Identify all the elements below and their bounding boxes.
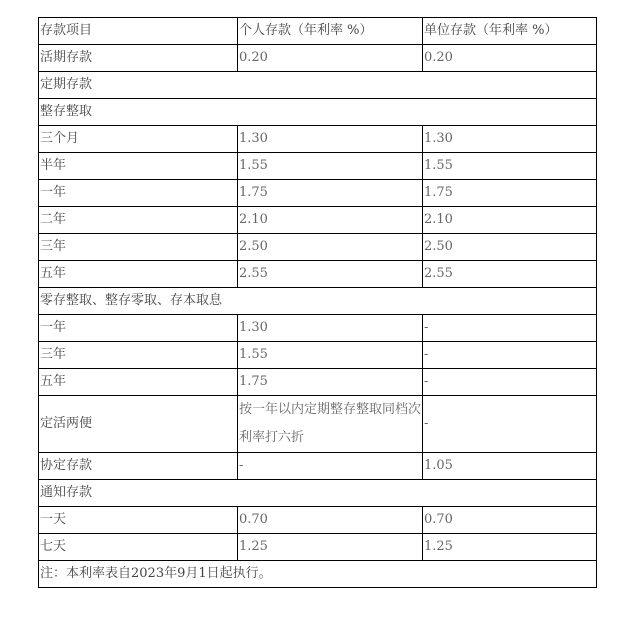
corporate-rate: 1.55: [423, 153, 597, 180]
table-row-demand: [39, 45, 597, 72]
personal-rate: 1.25: [238, 534, 423, 561]
corporate-rate: 2.10: [423, 207, 597, 234]
footnote: 注：本利率表自2023年9月1日起执行。: [39, 561, 597, 588]
corporate-rate: 2.50: [423, 234, 597, 261]
term-label: 一年: [39, 315, 238, 342]
section-title: 定期存款: [39, 72, 597, 99]
term-label: 三年: [39, 342, 238, 369]
corporate-rate: 2.55: [423, 261, 597, 288]
section-row-notice: [39, 480, 597, 507]
term-label: 三个月: [39, 126, 238, 153]
corporate-rate: -: [423, 315, 597, 342]
personal-rate: 1.30: [238, 126, 423, 153]
header-item: 存款项目: [39, 18, 238, 45]
personal-rate: 2.10: [238, 207, 423, 234]
personal-rate: -: [238, 453, 423, 480]
table-row: [39, 126, 597, 153]
personal-rate: 1.75: [238, 369, 423, 396]
personal-rate: 1.55: [238, 342, 423, 369]
table-header-row: [39, 18, 597, 45]
section-title: 零存整取、整存零取、存本取息: [39, 288, 597, 315]
term-label: 五年: [39, 261, 238, 288]
term-label: 半年: [39, 153, 238, 180]
table-row: [39, 315, 597, 342]
row-label: 定活两便: [39, 396, 238, 453]
header-corporate: 单位存款（年利率 %）: [423, 18, 597, 45]
table-row: [39, 207, 597, 234]
deposit-rate-table: [38, 17, 597, 588]
corporate-rate: 0.70: [423, 507, 597, 534]
personal-rate: 按一年以内定期整存整取同档次利率打六折: [238, 396, 423, 453]
personal-rate: 2.50: [238, 234, 423, 261]
personal-rate: 1.55: [238, 153, 423, 180]
term-label: 二年: [39, 207, 238, 234]
corporate-rate: -: [423, 369, 597, 396]
term-label: 五年: [39, 369, 238, 396]
note-row: [39, 561, 597, 588]
table-row: [39, 507, 597, 534]
table-row: [39, 180, 597, 207]
table-row: [39, 153, 597, 180]
table-row-negotiated: [39, 453, 597, 480]
corporate-rate: 1.05: [423, 453, 597, 480]
personal-rate: 1.75: [238, 180, 423, 207]
corporate-rate: 0.20: [423, 45, 597, 72]
personal-rate: 2.55: [238, 261, 423, 288]
personal-rate: 0.20: [238, 45, 423, 72]
table-row: [39, 261, 597, 288]
term-label: 七天: [39, 534, 238, 561]
section-title: 通知存款: [39, 480, 597, 507]
row-label: 协定存款: [39, 453, 238, 480]
term-label: 三年: [39, 234, 238, 261]
table-row: [39, 534, 597, 561]
section-row-installment: [39, 288, 597, 315]
term-label: 一年: [39, 180, 238, 207]
personal-rate: 1.30: [238, 315, 423, 342]
corporate-rate: 1.30: [423, 126, 597, 153]
header-personal: 个人存款（年利率 %）: [238, 18, 423, 45]
row-label: 活期存款: [39, 45, 238, 72]
corporate-rate: 1.25: [423, 534, 597, 561]
table-row: [39, 369, 597, 396]
personal-rate: 0.70: [238, 507, 423, 534]
table-row: [39, 234, 597, 261]
section-row-time-deposit: [39, 72, 597, 99]
corporate-rate: -: [423, 396, 597, 453]
table-row: [39, 342, 597, 369]
section-row-lump-sum: [39, 99, 597, 126]
corporate-rate: 1.75: [423, 180, 597, 207]
corporate-rate: -: [423, 342, 597, 369]
table-row-flexible: [39, 396, 597, 453]
term-label: 一天: [39, 507, 238, 534]
section-title: 整存整取: [39, 99, 597, 126]
